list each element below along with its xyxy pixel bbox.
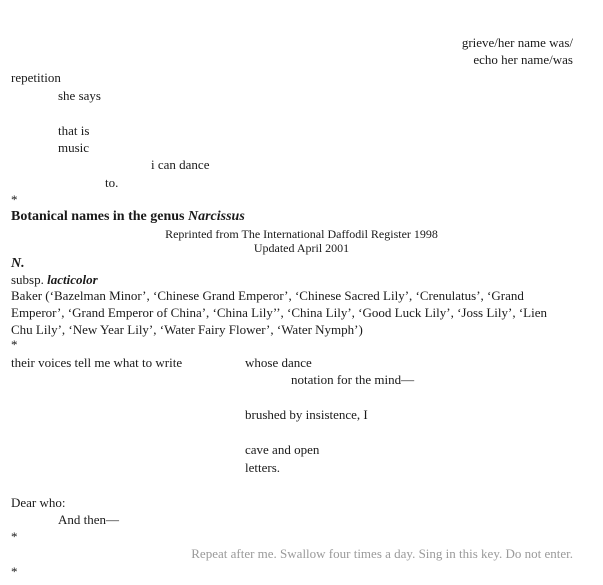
poem-line-grieve: grieve/her name was/ xyxy=(461,35,573,50)
subspecies-prefix: subsp. xyxy=(11,272,48,287)
poem-line-echo: echo her name/was xyxy=(473,52,573,67)
poem-line-repetition: repetition xyxy=(11,70,61,85)
cultivar-list: Baker (‘Bazelman Minor’, ‘Chinese Grand Emperor’, ‘Chinese Sacred Lily’, ‘Crenulatus’, ‘Grand Emperor’, ‘Grand Emperor of China’, ‘China Lily’’, ‘China Lily’, ‘Good Luck Lily’, ‘Joss Lily’, ‘Lien Chu Lily’, ‘New Year Lily’, ‘Water Fairy Flower’, ‘Water Nymph’) xyxy=(11,288,547,337)
poem-line-their-voices: their voices tell me what to write xyxy=(11,355,183,370)
section-divider-star: * xyxy=(11,337,18,352)
poem-line-that-is: that is xyxy=(58,123,90,138)
poem-line-and-then: And then— xyxy=(58,512,120,527)
section-divider-star: * xyxy=(11,564,18,579)
botanical-heading-text: Botanical names in the genus xyxy=(11,209,188,224)
poem-line-i-can-dance: i can dance xyxy=(151,157,210,172)
poem-line-whose-dance: whose dance xyxy=(245,355,312,370)
poem-line-brushed: brushed by insistence, I xyxy=(245,407,368,422)
poem-line-dear-who: Dear who: xyxy=(11,495,66,510)
genus-abbreviation: N. xyxy=(11,256,25,271)
reprinted-note: Reprinted from The International Daffodil Register 1998 xyxy=(165,227,438,241)
repeat-instructions: Repeat after me. Swallow four times a day. Sing in this key. Do not enter. xyxy=(191,546,573,561)
section-divider-star: * xyxy=(11,529,18,544)
poem-line-letters: letters. xyxy=(245,460,281,475)
poem-line-she-says: she says xyxy=(58,88,101,103)
botanical-heading xyxy=(11,208,245,225)
subspecies-label xyxy=(11,271,98,288)
poem-line-music: music xyxy=(58,140,90,155)
subspecies-name: lacticolor xyxy=(47,272,98,287)
botanical-heading-genus: Narcissus xyxy=(187,209,245,224)
updated-note: Updated April 2001 xyxy=(253,241,350,255)
poem-line-notation: notation for the mind— xyxy=(291,372,415,387)
poem-line-to: to. xyxy=(105,175,119,190)
section-divider-star: * xyxy=(11,192,18,207)
poem-line-cave-and-open: cave and open xyxy=(245,442,320,457)
